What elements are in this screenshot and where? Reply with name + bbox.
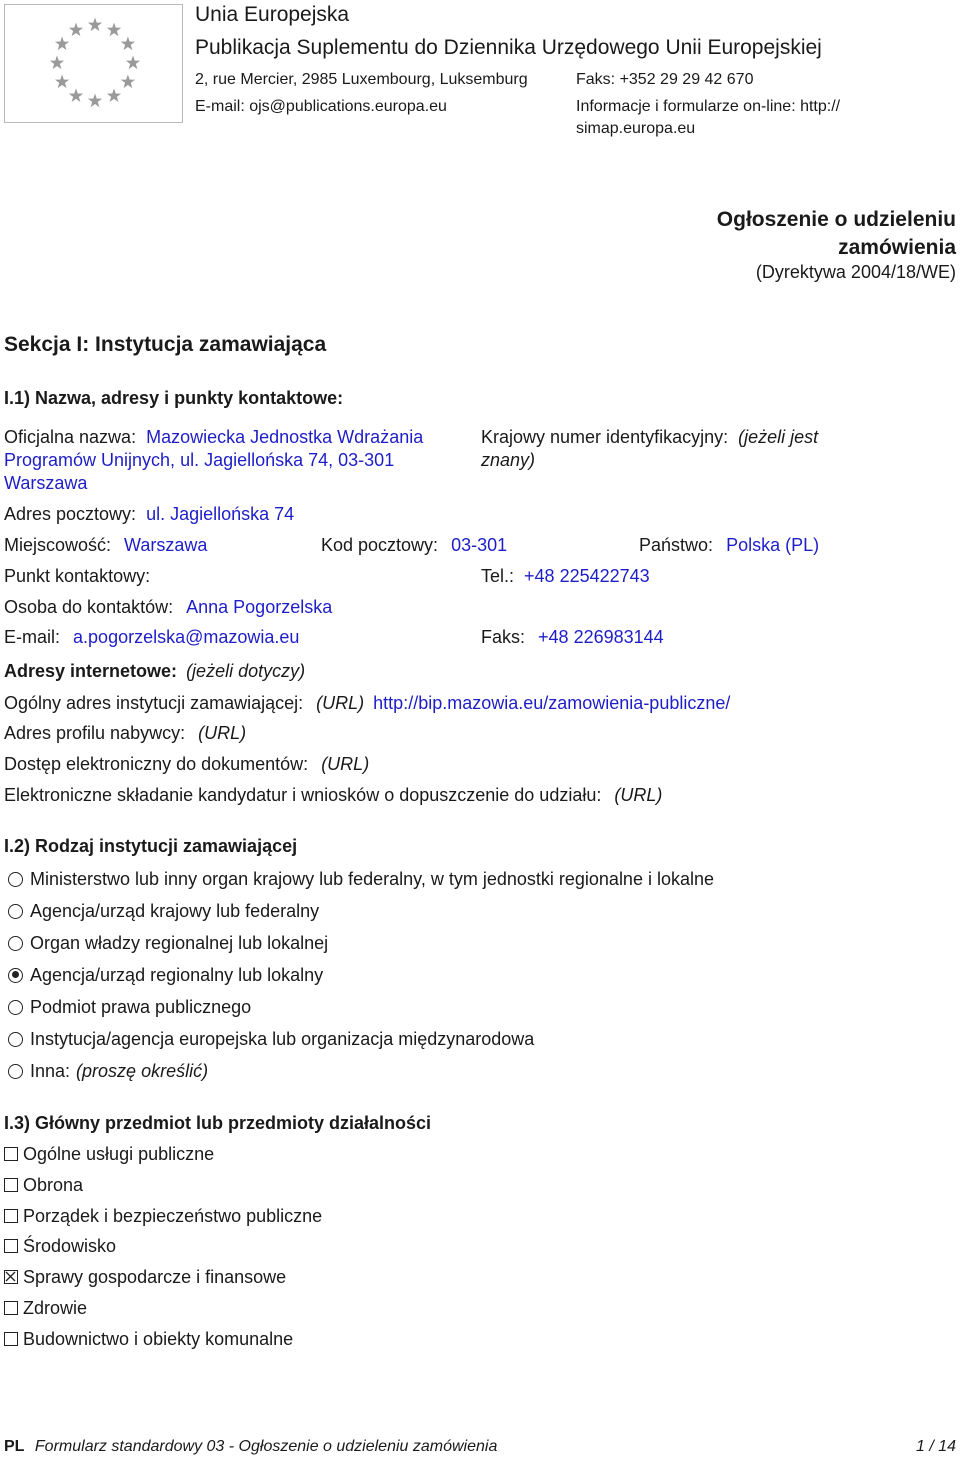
activity-label: Obrona xyxy=(23,1174,84,1195)
activity-option[interactable] xyxy=(4,1266,286,1288)
electronic-submission-label: Elektroniczne składanie kandydatur i wniosków o dopuszczenie do udziału: xyxy=(4,785,602,805)
header-info-line2: simap.europa.eu xyxy=(576,120,696,137)
official-name-value-2: Programów Unijnych, ul. Jagiellońska 74, 03-301 xyxy=(4,450,395,470)
activity-option[interactable] xyxy=(4,1174,83,1196)
activity-label: Zdrowie xyxy=(23,1297,88,1318)
activity-label: Porządek i bezpieczeństwo publiczne xyxy=(23,1205,323,1226)
star-icon xyxy=(50,56,64,70)
footer-left xyxy=(4,1436,497,1458)
radio-checked-icon[interactable] xyxy=(8,968,23,983)
country-value: Polska (PL) xyxy=(726,535,820,555)
doc-directive: (Dyrektywa 2004/18/WE) xyxy=(755,262,956,282)
checkbox-icon[interactable] xyxy=(4,1178,18,1192)
city-value: Warszawa xyxy=(124,535,208,555)
authority-type-label: Agencja/urząd krajowy lub federalny xyxy=(30,900,320,921)
activity-option[interactable] xyxy=(4,1143,214,1165)
contact-person-row xyxy=(4,596,332,618)
authority-type-label: Agencja/urząd regionalny lub lokalny xyxy=(30,964,324,985)
radio-icon[interactable] xyxy=(8,904,23,919)
internet-addresses-label: Adresy internetowe: xyxy=(4,661,178,681)
doc-title-line2: zamówienia xyxy=(838,236,956,259)
national-id-note-1: (jeżeli jest xyxy=(738,427,819,447)
radio-icon[interactable] xyxy=(8,1000,23,1015)
official-name-row xyxy=(4,426,423,448)
star-icon xyxy=(55,37,69,51)
national-id-note-2: znany) xyxy=(481,450,536,470)
internet-addresses-row xyxy=(4,660,305,682)
radio-icon[interactable] xyxy=(8,872,23,887)
header-publication: Publikacja Suplementu do Dziennika Urzędowego Unii Europejskiej xyxy=(195,36,822,59)
postal-address-value: ul. Jagiellońska 74 xyxy=(146,504,295,524)
fax-row xyxy=(481,626,664,648)
activity-label: Sprawy gospodarcze i finansowe xyxy=(23,1266,287,1287)
authority-type-option[interactable] xyxy=(8,964,323,986)
postcode-value: 03-301 xyxy=(451,535,508,555)
internet-addresses-note: (jeżeli dotyczy) xyxy=(186,661,306,681)
city-row xyxy=(4,534,207,556)
eu-stars-icon xyxy=(5,5,182,122)
official-name-value-3: Warszawa xyxy=(4,473,88,493)
footer-lang: PL xyxy=(4,1438,25,1455)
general-address-url-tag: (URL) xyxy=(316,693,365,713)
general-address-row xyxy=(4,692,730,714)
contact-person-value: Anna Pogorzelska xyxy=(186,597,333,617)
official-name-label: Oficjalna nazwa: xyxy=(4,427,137,447)
authority-type-option[interactable] xyxy=(8,1028,534,1050)
star-icon xyxy=(88,18,102,32)
postal-address-label: Adres pocztowy: xyxy=(4,504,137,524)
header-email: E-mail: ojs@publications.europa.eu xyxy=(195,98,447,115)
checkbox-icon[interactable] xyxy=(4,1209,18,1223)
email-label: E-mail: xyxy=(4,627,61,647)
postcode-row xyxy=(321,534,507,556)
tel-label: Tel.: xyxy=(481,566,515,586)
national-id-label: Krajowy numer identyfikacyjny: xyxy=(481,427,729,447)
activity-option[interactable] xyxy=(4,1205,322,1227)
activity-option[interactable] xyxy=(4,1328,293,1350)
authority-type-option[interactable] xyxy=(8,996,251,1018)
authority-type-option[interactable] xyxy=(8,932,328,954)
checkbox-icon[interactable] xyxy=(4,1239,18,1253)
country-row xyxy=(639,534,819,556)
checkbox-icon[interactable] xyxy=(4,1147,18,1161)
fax-value: +48 226983144 xyxy=(538,627,664,647)
activity-label: Ogólne usługi publiczne xyxy=(23,1143,215,1164)
electronic-access-row xyxy=(4,753,369,775)
header-info-line1: Informacje i formularze on-line: http:// xyxy=(576,98,841,115)
star-icon xyxy=(107,88,121,102)
postal-address-row xyxy=(4,503,294,525)
radio-icon[interactable] xyxy=(8,1032,23,1047)
authority-type-label: Podmiot prawa publicznego xyxy=(30,996,252,1017)
section2-heading: I.2) Rodzaj instytucji zamawiającej xyxy=(4,836,298,856)
authority-type-label: Ministerstwo lub inny organ krajowy lub federalny, w tym jednostki regionalne i lokalne xyxy=(30,868,714,889)
star-icon xyxy=(121,37,135,51)
radio-icon[interactable] xyxy=(8,1064,23,1079)
section1-heading: Sekcja I: Instytucja zamawiająca xyxy=(4,333,327,356)
authority-type-option[interactable] xyxy=(8,1060,208,1082)
radio-icon[interactable] xyxy=(8,936,23,951)
contact-person-label: Osoba do kontaktów: xyxy=(4,597,174,617)
footer-page-number: 1 / 14 xyxy=(915,1438,956,1455)
star-icon xyxy=(126,56,140,70)
fax-label: Faks: xyxy=(481,627,526,647)
electronic-submission-tag: (URL) xyxy=(614,785,663,805)
star-icon xyxy=(69,23,83,37)
email-value: a.pogorzelska@mazowia.eu xyxy=(73,627,300,647)
star-icon xyxy=(121,75,135,89)
general-address-url: http://bip.mazowia.eu/zamowienia-publiczne/ xyxy=(373,693,731,713)
activity-option[interactable] xyxy=(4,1235,116,1257)
city-label: Miejscowość: xyxy=(4,535,112,555)
star-icon xyxy=(88,94,102,108)
country-label: Państwo: xyxy=(639,535,714,555)
authority-type-label: Instytucja/agencja europejska lub organizacja międzynarodowa xyxy=(30,1028,535,1049)
authority-type-note: (proszę określić) xyxy=(76,1060,209,1081)
header-org: Unia Europejska xyxy=(195,3,350,26)
doc-title-line1: Ogłoszenie o udzieleniu xyxy=(716,208,956,231)
authority-type-option[interactable] xyxy=(8,900,319,922)
buyer-profile-label: Adres profilu nabywcy: xyxy=(4,723,186,743)
star-icon xyxy=(107,23,121,37)
checkbox-icon[interactable] xyxy=(4,1332,18,1346)
electronic-submission-row xyxy=(4,784,662,806)
checkbox-icon[interactable] xyxy=(4,1301,18,1315)
authority-type-label: Organ władzy regionalnej lub lokalnej xyxy=(30,932,329,953)
email-row xyxy=(4,626,299,648)
header-fax: Faks: +352 29 29 42 670 xyxy=(576,71,754,88)
activity-label: Budownictwo i obiekty komunalne xyxy=(23,1328,294,1349)
star-icon xyxy=(69,88,83,102)
electronic-access-tag: (URL) xyxy=(321,754,370,774)
footer-form-name: Formularz standardowy 03 - Ogłoszenie o udzieleniu zamówienia xyxy=(34,1438,498,1455)
header-address: 2, rue Mercier, 2985 Luxembourg, Luksemburg xyxy=(195,71,528,88)
postcode-label: Kod pocztowy: xyxy=(321,535,439,555)
authority-type-option[interactable] xyxy=(8,868,714,890)
tel-value: +48 225422743 xyxy=(524,566,650,586)
star-icon xyxy=(55,75,69,89)
activity-label: Środowisko xyxy=(23,1235,117,1256)
official-name-value-1: Mazowiecka Jednostka Wdrażania xyxy=(146,427,424,447)
authority-type-label: Inna: xyxy=(30,1060,71,1081)
electronic-access-label: Dostęp elektroniczny do dokumentów: xyxy=(4,754,309,774)
general-address-label: Ogólny adres instytucji zamawiającej: xyxy=(4,693,304,713)
checkbox-checked-icon[interactable] xyxy=(4,1270,18,1284)
section3-heading: I.3) Główny przedmiot lub przedmioty działalności xyxy=(4,1113,432,1133)
national-id-row xyxy=(481,426,818,448)
buyer-profile-tag: (URL) xyxy=(198,723,247,743)
activity-option[interactable] xyxy=(4,1297,87,1319)
section1-sub1: I.1) Nazwa, adresy i punkty kontaktowe: xyxy=(4,388,344,408)
eu-logo xyxy=(4,4,183,123)
tel-row xyxy=(481,565,650,587)
contact-point-label: Punkt kontaktowy: xyxy=(4,566,151,586)
buyer-profile-row xyxy=(4,722,246,744)
